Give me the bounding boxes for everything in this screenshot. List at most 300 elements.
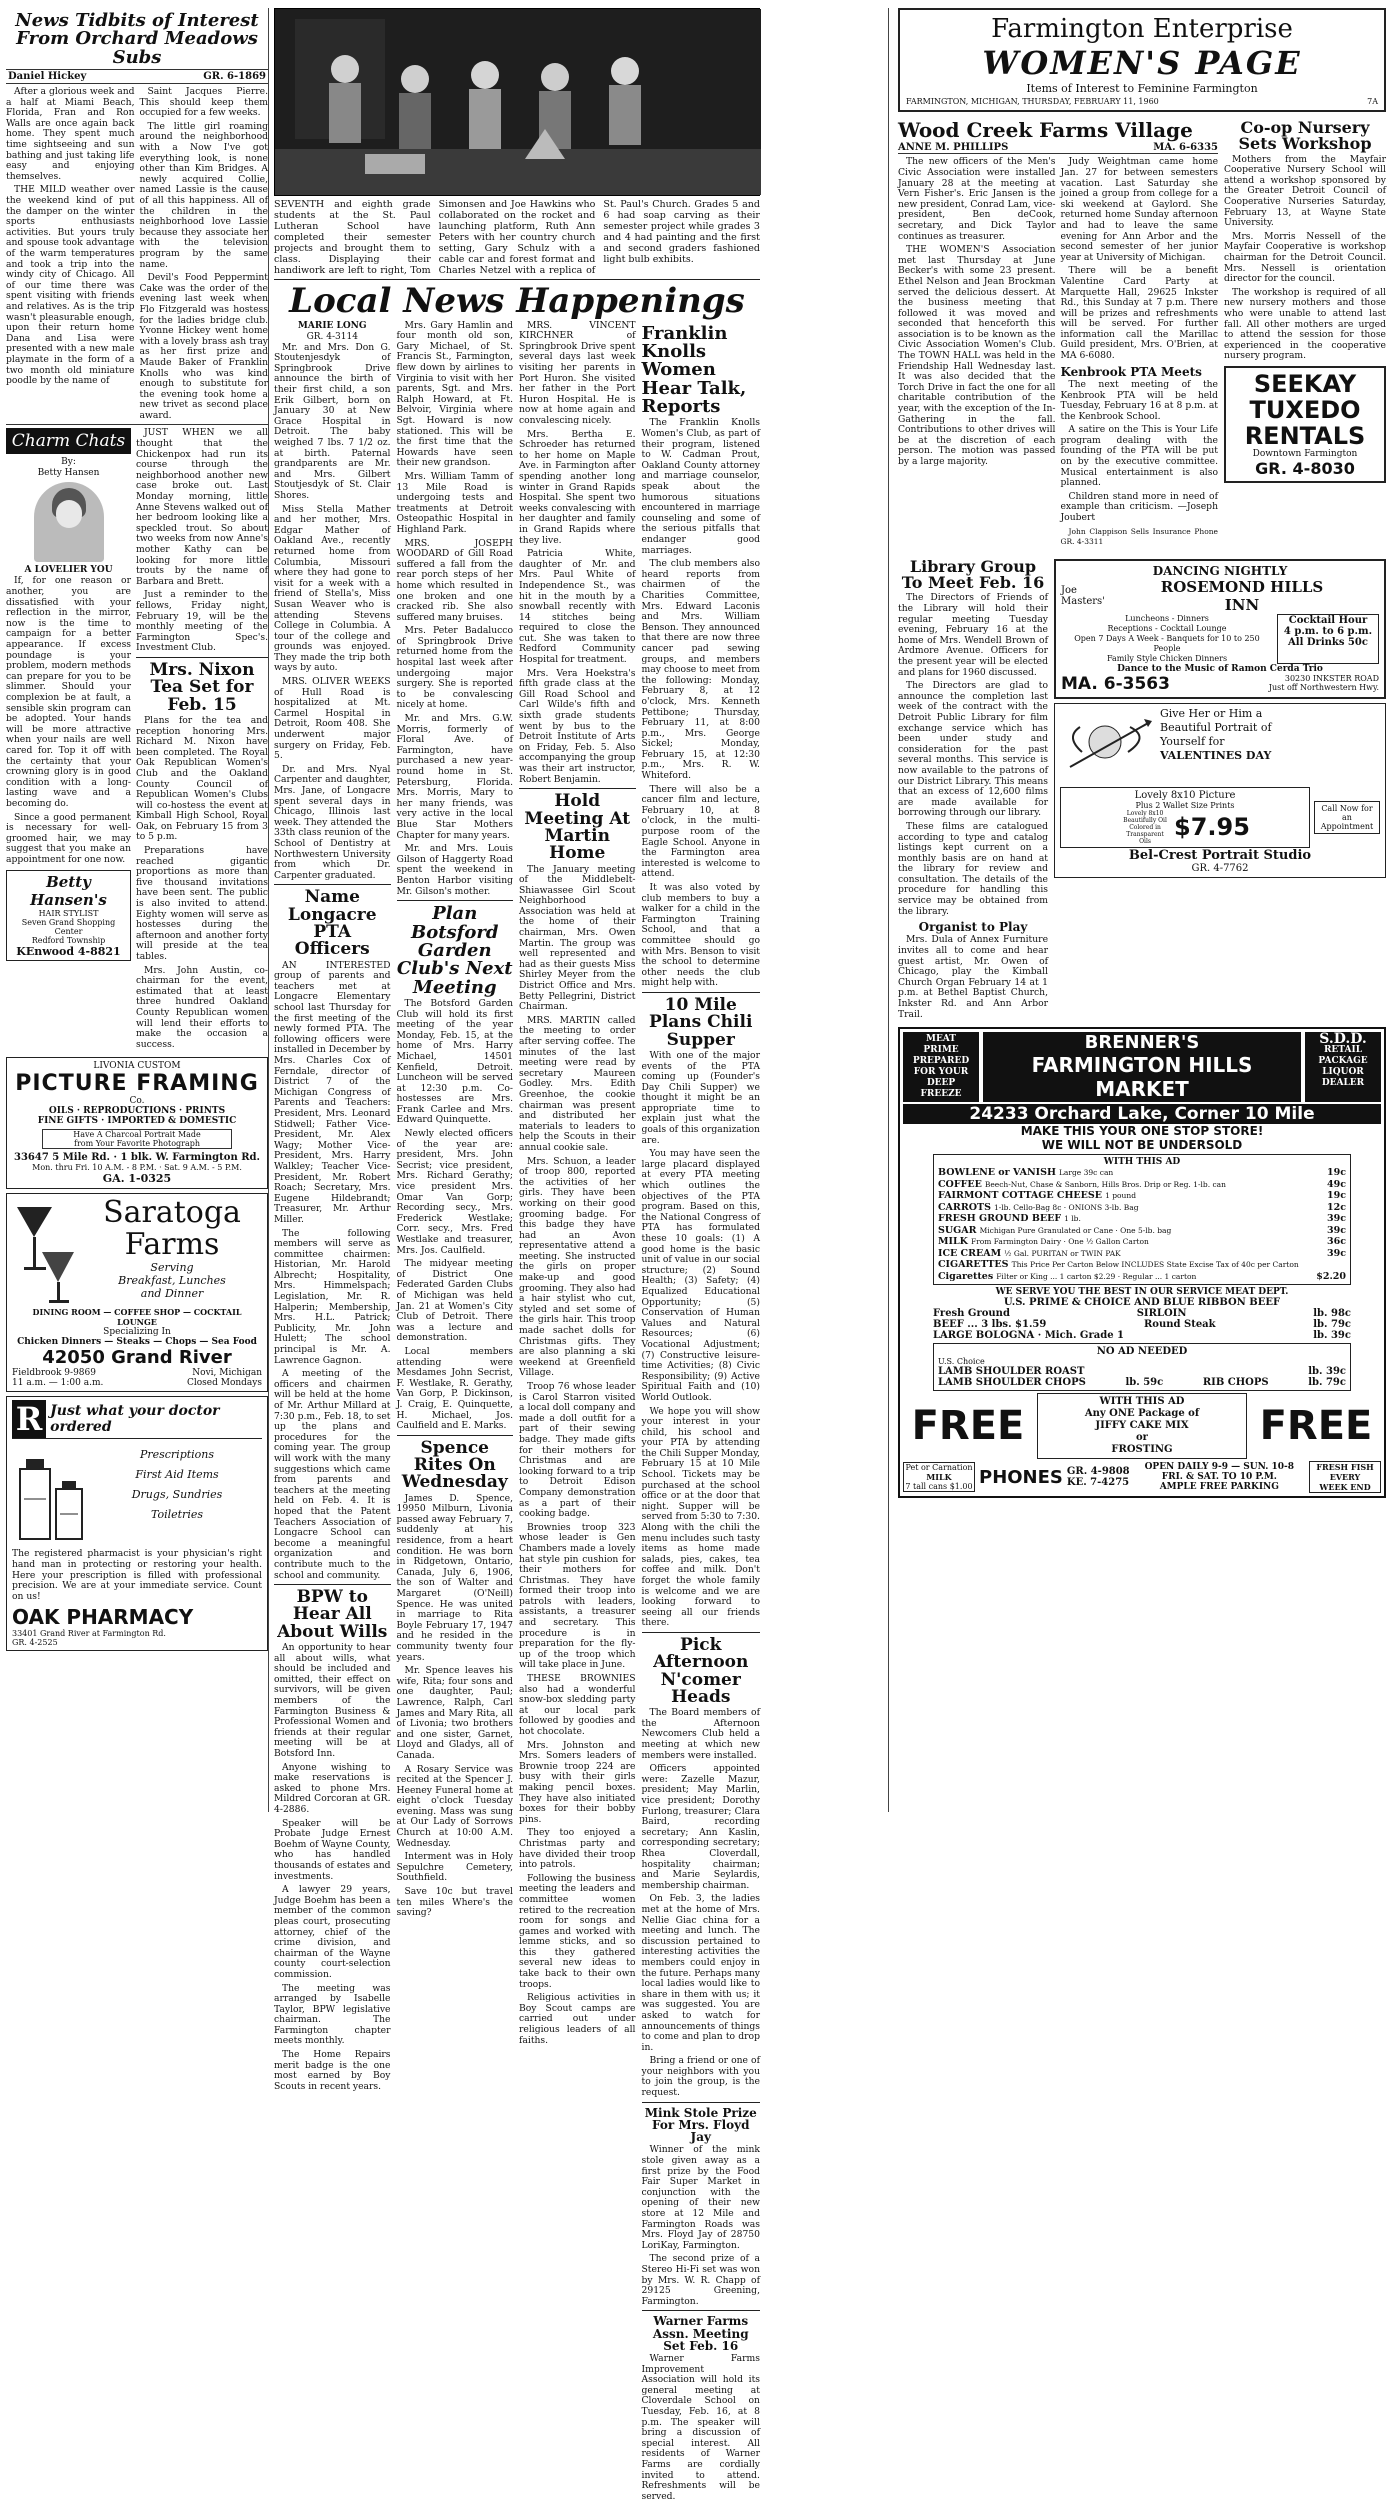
meat-a: LARGE BOLOGNA · Mich. Grade 1 xyxy=(933,1330,1124,1342)
betty-ad-phone: KEnwood 4-8821 xyxy=(16,944,121,958)
charm-by: By: xyxy=(61,457,76,468)
brenner-left1: MEAT xyxy=(925,1034,956,1045)
belcrest-price: $7.95 xyxy=(1174,813,1250,842)
brenner-withad: WITH THIS AD xyxy=(1103,1157,1181,1168)
charm-author: Betty Hansen xyxy=(37,468,100,479)
rx-symbol: R xyxy=(12,1400,46,1438)
local-p12: Mrs. Bertha E. Schroeder has returned to her home on Maple Ave. in Farmington after spending another long winter in Grand Rapids Hospital. She spent two weeks convalescing with her daughter and family in Grand Rapids where they live. xyxy=(519,428,636,546)
meat-b: SIRLOIN xyxy=(1136,1308,1187,1320)
charm-chats-title: Charm Chats xyxy=(6,428,131,454)
page-title: WOMEN'S PAGE xyxy=(982,44,1302,82)
belcrest-l2: Beautiful Portrait of xyxy=(1160,720,1272,734)
saratoga-l2: Breakfast, Lunches xyxy=(118,1274,226,1288)
grocery-item-row xyxy=(938,1236,1346,1248)
framing-hours: Mon. thru Fri. 10 A.M. - 8 P.M. · Sat. 9 A.M. - 5 P.M. xyxy=(32,1163,242,1173)
grocery-item-row xyxy=(938,1190,1346,1202)
tidbits-p3: Saint Jacques Pierre. This should keep them occupied for a few weeks. xyxy=(139,86,268,119)
grocery-item-row xyxy=(938,1167,1346,1179)
spence-headline: Spence Rites On Wednesday xyxy=(401,1437,508,1493)
rib-chops: RIB CHOPS xyxy=(1202,1377,1269,1389)
newcomers-p4: Bring a friend or one of your neighbors with you to join the group, is the request. xyxy=(641,2055,760,2099)
pharmacy-item1: Prescriptions xyxy=(139,1448,215,1462)
free-left: FREE xyxy=(911,1403,1025,1450)
masthead xyxy=(898,8,1386,112)
grocery-item-desc: 1 lb. xyxy=(1064,1214,1081,1224)
tidbits-p1: After a glorious week and a half at Miami Beach, Florida, Fran and Ron Walls are once again back home. They spent much time sightseeing and sun bathing and just taking life easy and enjoying themselves. xyxy=(6,86,135,182)
bpw-p2: Anyone wishing to make reservations is asked to phone Mrs. Mildred Corcoran at GR. 4-2886. xyxy=(274,1761,391,1815)
seekay-l3: RENTALS xyxy=(1244,421,1366,450)
rosemond-addr2: Just off Northwestern Hwy. xyxy=(1268,682,1379,692)
grocery-item-price: 12c xyxy=(1326,1201,1346,1213)
botsford-p2: Newly elected officers of the year are: president, Mrs. John Secrist; vice president, Mrs. Richard Gerathy; vice president Mrs. Omar Van Gorp; Recording secy., Mrs. Frederick Westlake; Corr. secy., Mrs. Fred Westlake and treasurer, Mrs. Jos. Caulfield. xyxy=(396,1128,513,1256)
rosemond-cock3: All Drinks 50c xyxy=(1288,636,1368,648)
woodcreek-p1: The new officers of the Men's Civic Association were installed January 28 at the meeting at Vern Fisher's. Eric Jansen is the new president, Conrad Lam, vice-president, Ben deCook, secretary, and Dick Taylor continues as treasurer. xyxy=(898,156,1056,242)
spence-p4: Interment was in Holy Sepulchre Cemetery, Southfield. xyxy=(396,1851,513,1884)
warner-headline: Warner Farms Assn. Meeting Set Feb. 16 xyxy=(652,2314,749,2353)
nixon-p2: Preparations have reached gigantic proportions as more than five thousand invitations have been sent. The public is also invited to attend. Eighty women will serve as hostesses during the afternoon and another forty will preside at the tea tables. xyxy=(136,845,268,962)
local-news-headline: Local News Happenings xyxy=(289,281,745,321)
brenner-right4: LIQUOR xyxy=(1322,1067,1364,1078)
grocery-item-name: Cigarettes xyxy=(938,1270,994,1282)
nixon-p3: Mrs. John Austin, co-chairman for the event, estimated that at least three hundred Oakland County Republican women will lend their efforts to make the occasion a success. xyxy=(136,964,268,1050)
local-p14: Mrs. Vera Hoekstra's fifth grade class at the Gill Road School and Carl Wilde's fifth and sixth grade students went by bus to the Detroit Institute of Arts on Friday, Feb. 5. Also accompanying the group was their art instructor, Robert Benjamin. xyxy=(519,667,636,785)
brenner-name2: FARMINGTON HILLS xyxy=(1031,1053,1253,1078)
newcomers-headline: Pick Afternoon N'comer Heads xyxy=(653,1634,749,1707)
dateline: FARMINGTON, MICHIGAN, THURSDAY, FEBRUARY 11, 1960 xyxy=(906,97,1159,106)
charm-chats-column xyxy=(6,428,131,1053)
meat-c: lb. 98c xyxy=(1313,1308,1351,1320)
framing-box1: Have A Charcoal Portrait Made xyxy=(73,1130,201,1140)
saratoga-closed: Closed Mondays xyxy=(186,1378,262,1389)
brenner-addr: 24233 Orchard Lake, Corner 10 Mile xyxy=(903,1104,1381,1124)
woodcreek-author: ANNE M. PHILLIPS xyxy=(898,142,1009,154)
meat-row xyxy=(933,1330,1351,1341)
betty-ad-name: Betty Hansen's xyxy=(30,872,107,909)
pharmacy-item3: Drugs, Sundries xyxy=(131,1488,223,1502)
martin-p8: They too enjoyed a Christmas party and have divided their troop into patrols. xyxy=(519,1827,636,1871)
framing-l1: LIVONIA CUSTOM xyxy=(93,1061,181,1072)
local-p10: Mr. and Mrs. Louis Gilson of Haggerty Road spent the weekend in Benton Harbor visiting Mr. Gilson's mother. xyxy=(396,843,513,897)
pharmacy-item4: Toiletries xyxy=(150,1508,203,1522)
column-rule xyxy=(888,8,889,1812)
fish-1: FRESH FISH xyxy=(1316,1462,1374,1473)
botsford-p4: Local members attending were Mesdames John Secrist, F. Westlake, R. Gerathy, Van Gorp, P. Dickinson, J. Craig, E. Quinquette, H. Michael, Jos. Caulfield and E. Marks. xyxy=(396,1345,513,1432)
pet-2: MILK xyxy=(926,1472,952,1483)
woodcreek-p3: Judy Weightman came home Jan. 27 for between semesters vacation. Last Saturday she joined a group from college for a ski weekend at Gaylord. She returned home Sunday afternoon and had to leave the same evening for Ann Arbor and the second semester of her junior year at University of Michigan. xyxy=(1060,156,1218,263)
saratoga-l1: Serving xyxy=(150,1261,194,1275)
pharmacy-phone: GR. 4-2525 xyxy=(12,1638,58,1648)
saratoga-city: Novi, Michigan xyxy=(192,1368,262,1379)
botsford-p3: The midyear meeting of District One Federated Garden Clubs of Michigan was held Jan. 21 at Women's City Club of Detroit. There was a lecture and demonstration. xyxy=(396,1258,513,1344)
lamb-roast: LAMB SHOULDER ROAST xyxy=(938,1366,1085,1378)
kenbrook-p4: John Clappison Sells Insurance Phone GR. 4-3311 xyxy=(1060,526,1218,547)
framing-l4: OILS · REPRODUCTIONS · PRINTS xyxy=(48,1106,226,1117)
tidbits-p5: Devil's Food Peppermint Cake was the order of the evening last week when Flo Fitzgerald was hostess for the ladies bridge club. Yvonne Hickey went home with a lovely brass ash tray as her first prize and Maude Baker of Franklin Knolls who was kind enough to substitute for the evening took home a new trivet as second place award. xyxy=(139,272,268,421)
rosemond-hills-ad xyxy=(1054,559,1386,699)
grocery-item-desc: Filter or King ... 1 carton $2.29 · Regular ... 1 carton xyxy=(996,1271,1197,1281)
woodcreek-p4: There will be a benefit Valentine Card Party at Marquette Hall, 29625 Inkster Rd., this Sunday at 7 p.m. There will be prizes and refreshments will be served. For further information call the Marillac Guild president, Mrs. O'Brien, at MA 6-6080. xyxy=(1060,265,1218,362)
free-f4: or xyxy=(1136,1432,1148,1444)
spence-p2: Mr. Spence leaves his wife, Rita; four sons and one daughter, Paul; Lawrence, Ralph, Carl James and Mary Rita, all of Livonia; two brothers and one sister, Garnet, Lloyd and Gladys, all of Canada. xyxy=(396,1665,513,1761)
betty-ad-addr2: Redford Township xyxy=(31,935,106,945)
knolls-headline: Franklin Knolls Women Hear Talk, Reports xyxy=(641,322,747,418)
grocery-item-name: SUGAR xyxy=(938,1224,977,1236)
rib-chops-price: lb. 79c xyxy=(1308,1377,1346,1389)
col2-sub-b xyxy=(397,321,514,2505)
phones-label: PHONES xyxy=(979,1466,1063,1488)
newcomers-p2: Officers appointed were: Zazelle Mazur, president; May Marlin, vice president; Dorothy Furlong, treasurer; Clara Baird, recording secretary; Ann Kaslin, corresponding secretary; Rhea Cloverdall, hospitality chairman; and Marie Seylardis, membership chairman. xyxy=(641,1763,760,1891)
meat-a: BEEF ... 3 lbs. $1.59 xyxy=(933,1319,1047,1331)
phone-1: GR. 4-9808 xyxy=(1066,1466,1130,1478)
spence-p5: Save 10c but travel ten miles Where's the saving? xyxy=(396,1886,513,1919)
woodcreek-phone: MA. 6-6335 xyxy=(1153,142,1218,154)
chili-p3: We hope you will show your interest in your child, his school and your PTA by attending the Chili Supper Monday, February 15 at 10 Mile School. Tickets may be purchased at the school office or at the door that night. Supper will be served from 5:30 to 7:30. Along with the chili the menu includes such tasty items as home made salads, pies, cakes, tea coffee and milk. Don't forget the whole family is welcome and we are looking forward to seeing all our friends there. xyxy=(641,1405,760,1629)
local-p6: Mrs. William Tamm of 13 Mile Road is undergoing tests and treatments at Detroit Osteopathic Hospital in Highland Park. xyxy=(396,470,513,535)
tidbits-p4: The little girl roaming around the neighborhood with a Now I've got everything look, is none other than Kim Bridges. A newly acquired Collie, named Lassie is the cause of all this happiness. All of the children in the neighborhood love Lassie because they associate her with the television program by the same name. xyxy=(139,120,268,270)
chili-p1: With one of the major events of the PTA coming up (Founder's Day Chili Supper) we thought it might be an appropriate time to explain just what the goals of this organization are. xyxy=(641,1049,760,1146)
photo-caption: SEVENTH and eighth grade students at the St. Paul Lutheran School have completed their semester projects and brought them to class. Displaying their handiwork are left to right, Tom Simonsen and Joe Hawkins who collaborated on the rocket and launching platform, Ruth Ann Peters with her country church setting, Gary Schulz with a cable car and forest format and Charles Netzel with a replica of St. Paul's Church. Grades 5 and 6 had soap carving as their semester project while grades 3 and 4 had painting and the first and second graders fashioned light bulb exhibits. xyxy=(274,199,760,276)
brenner-slogan1: MAKE THIS YOUR ONE STOP STORE! xyxy=(1020,1124,1264,1139)
seekay-l4: Downtown Farmington xyxy=(1252,448,1358,459)
grocery-item-desc: This Price Per Carton Below INCLUDES State Excise Tax of 40c per Carton xyxy=(1011,1260,1299,1270)
framing-l5: FINE GIFTS · IMPORTED & DOMESTIC xyxy=(37,1116,237,1127)
organist-headline: Organist to Play xyxy=(918,920,1028,935)
saratoga-name1: Saratoga xyxy=(103,1195,241,1231)
cupid-icon xyxy=(1060,707,1160,787)
grocery-item-name: MILK xyxy=(938,1236,968,1248)
grocery-item-desc: Large 39c can xyxy=(1058,1168,1114,1178)
pharmacy-addr: 33401 Grand River at Farmington Rd. xyxy=(12,1629,166,1639)
brenner-right5: DEALER xyxy=(1321,1078,1365,1089)
coop-p2: Mrs. Morris Nessell of the Mayfair Cooperative is workshop chairman for the Detroit Council. Mrs. Nessell is orientation director for the council. xyxy=(1224,230,1386,285)
martin-p4: Troop 76 whose leader is Carol Starron visited a local doll company and made a doll outfit for a part of their sewing badge. They made gifts for their mothers for Christmas and are looking forward to a trip to Detroit Edison Company demonstration as a part of their cooking badge. xyxy=(519,1381,636,1520)
rosemond-a4: Family Style Chicken Dinners xyxy=(1106,653,1228,663)
rosemond-cock1: Cocktail Hour xyxy=(1288,614,1368,626)
rosemond-a3: Open 7 Days A Week - Banquets for 10 to 250 People xyxy=(1074,633,1260,653)
rosemond-phone: MA. 6-3563 xyxy=(1061,673,1170,694)
chili-p2: You may have seen the large placard displayed at every PTA meeting which outlines the objectives of the PTA program. Based on this, the National Congress of PTA has formulated these 10 goals: (1) A good home is the basic unit of value in our social structure; (2) Sound Health; (3) Safety; (4) Equalized Educational Opportunity; (5) Conservation of Human Values and Natural Resources; (6) Vocational Adjustment; (7) Constructive leisure-time Activities; (8) Civic Responsibility; (9) Active Spiritual Faith and (10) World Outlook. xyxy=(641,1148,760,1403)
meat-b: Round Steak xyxy=(1143,1319,1216,1331)
local-p11: MRS. VINCENT KIRCHNER of Springbrook Drive spent several days last week visiting her parents in Port Huron. She visited her father in the Port Huron Hospital. He is now at home again and convalescing nicely. xyxy=(519,319,636,427)
local-p7: MRS. JOSEPH WOODARD of Gill Road suffered a fall from the rear porch steps of her home which resulted in one broken and one cracked rib. She also suffered many bruises. xyxy=(396,537,513,623)
grocery-item-price: 39c xyxy=(1326,1224,1346,1236)
local-p13: Patricia White, daughter of Mr. and Mrs. Paul White of Independence St., was hit in the mouth by a snowball recently with 14 stitches being required to close the cut. She was taken to Redford Community Hospital for treatment. xyxy=(519,548,636,666)
fish-2: EVERY xyxy=(1329,1472,1361,1483)
betty-hansen-ad xyxy=(6,870,131,961)
grocery-item-price: 39c xyxy=(1326,1213,1346,1225)
chili-headline: 10 Mile Plans Chili Supper xyxy=(649,994,753,1050)
grocery-item-name: CIGARETTES xyxy=(938,1259,1009,1271)
grocery-item-name: FAIRMONT COTTAGE CHEESE xyxy=(938,1190,1103,1202)
martin-headline: Hold Meeting At Martin Home xyxy=(524,791,631,864)
tidbits-author: Daniel Hickey xyxy=(8,71,87,83)
meat-a: Fresh Ground xyxy=(933,1308,1010,1320)
grocery-item-row xyxy=(938,1225,1346,1237)
bpw-p1: An opportunity to hear all about wills, what should be included and omitted, their effect on survivors, will be given members of the Farmington Business & Professional Women and friends at their regular meeting will be at Botsford Inn. xyxy=(274,1642,391,1760)
saratoga-phone: Fieldbrook 9-9869 xyxy=(12,1368,96,1379)
column-1 xyxy=(6,8,269,1812)
mink-p2: The second prize of a Stereo Hi-Fi set was won by Mrs. W. R. Chapp of 29125 Greening, Farmington. xyxy=(641,2253,760,2307)
brenner-usc: U.S. Choice xyxy=(938,1357,985,1367)
newcomers-p3: On Feb. 3, the ladies met at the home of Mrs. Nellie Giac china for a meeting and lunch. The discussion pertained to interesting activities the members could enjoy in the future. Perhaps many local ladies would like to share in them with us; it was suggested. You are asked to watch for announcements of things to come and plan to drop in. xyxy=(641,1893,760,2053)
saratoga-l6: Chicken Dinners — Steaks — Chops — Sea Food xyxy=(17,1337,257,1348)
col2-sub-c xyxy=(519,321,636,2505)
framing-l3: Co. xyxy=(129,1096,145,1107)
page-subtitle: Items of Interest to Feminine Farmington xyxy=(1026,82,1258,95)
belcrest-p2: Plus 2 Wallet Size Prints xyxy=(1135,800,1235,810)
coop-p3: The workshop is required of all new nursery mothers and those who were unable to attend last fall. All other mothers are urged to attend the session for those experienced in the cooperative nursery program. xyxy=(1224,286,1386,362)
cocktail-icon xyxy=(12,1197,82,1307)
free-f3: JIFFY CAKE MIX xyxy=(1095,1420,1189,1432)
open-3: AMPLE FREE PARKING xyxy=(1159,1482,1279,1493)
betty-ad-addr1: Seven Grand Shopping Center xyxy=(21,917,116,936)
botsford-p1: The Botsford Garden Club will hold its first meeting of the year Monday, Feb. 15, at the home of Mrs. Harry Michael, 14501 Kenfield, Detroit. Luncheon will be served at 12:30 p.m. Co-hostesses are Mrs. Frank Carlee and Mrs. Edward Quinquette. xyxy=(396,997,513,1126)
woodcreek-area xyxy=(898,116,1218,551)
warner-p1: Warner Farms Improvement Association will hold its general meeting at Cloverdale School on Tuesday, Feb. 16, at 8 p.m. The speaker will bring a discussion of special interest. All residents of Warner Farms are cordially invited to attend. Refreshments will be served. xyxy=(641,2352,760,2502)
oak-pharmacy-ad xyxy=(6,1396,268,1651)
saratoga-l5: Specializing In xyxy=(103,1327,171,1338)
pet-3: 7 tall cans $1.00 xyxy=(905,1482,973,1492)
pharmacy-bottles-icon xyxy=(12,1439,92,1549)
seekay-l1: SEEKAY xyxy=(1253,369,1357,398)
charm-p1: If, for one reason or another, you are dissatisfied with your reflection in the mirror, now is the time to campaign for a better appearance. If excess poundage is your problem, modern methods can prepare for you to be slimmer. Should your complexion be at fault, a sensible skin program can be adopted. Your hands will be more attractive when your nails are well cared for. Top it off with the certainty that your crowning glory is in good condition with a long-lasting wave and a becoming do. xyxy=(6,575,131,809)
picture-framing-ad xyxy=(6,1057,268,1189)
grocery-item-price: 19c xyxy=(1326,1190,1346,1202)
grocery-item-desc: 1 pound xyxy=(1105,1191,1136,1201)
library-p2: The Directors are glad to announce the completion last week of the contract with the Detroit Public Library for film exchange service which has been under study and consideration for the past several months. This service is now available to the patrons of our District Library. This means that an excess of 12,600 films are made available for borrowing through our library. xyxy=(898,680,1048,819)
local-p4: Dr. and Mrs. Nyal Carpenter and daughter, Mrs. Jane, of Longacre spent several days in Chicago, Illinois last week. They attended the 33th class reunion of the School of Dentistry at Northwestern University from which Dr. Carpenter graduated. xyxy=(274,763,391,881)
grocery-item-row xyxy=(938,1213,1346,1225)
tidbits-p6: JUST WHEN we all thought that the Chickenpox had run its course through the neighborhood another new case broke out. Last Monday morning, little Anne Stevens walked out of her bedroom looking like a speckled trout. So about two weeks from now Anne's mother Kathy can be looking for more little trouts by the name of Barbara and Brett. xyxy=(136,427,268,587)
tidbits-article xyxy=(6,12,268,425)
bpw-p5: The meeting was arranged by Isabelle Taylor, BPW legislative chairman. The Farmington chapter meets monthly. xyxy=(274,1982,391,2047)
local-p9: Mr. and Mrs. G.W. Morris, formerly of Floral Ave. of Farmington, have purchased a new year-round home in St. Petersburg, Florida. Mrs. Morris, Mary to her many friends, was very active in the local Blue Star Mothers Chapter for many years. xyxy=(396,713,513,841)
belcrest-l4: VALENTINES DAY xyxy=(1160,748,1272,762)
mink-p1: Winner of the mink stole given away as a first prize by the Food Fair Super Market in conjunction with the opening of their new store at 12 Mile and Farmington Roads was Mrs. Floyd Jay of 28750 LoriKay, Farmington. xyxy=(641,2144,760,2251)
rosemond-name2: INN xyxy=(1224,595,1260,614)
local-phone: GR. 4-3114 xyxy=(306,331,358,342)
bpw-p6: The Home Repairs merit badge is the one most earned by Boy Scouts in recent years. xyxy=(274,2049,391,2092)
bpw-headline: BPW to Hear All About Wills xyxy=(277,1587,388,1642)
newcomers-p1: The Board members of the Afternoon Newcomers Club held a meeting at which new members were installed. xyxy=(641,1707,760,1761)
library-p1: The Directors of Friends of the Library will hold their regular meeting Tuesday evening, February 16 at the home of Mrs. Wendell Brown of Ardmore Avenue. Officers for the present year will be elected and plans for 1960 discussed. xyxy=(898,592,1048,678)
brenner-serve1: WE SERVE YOU THE BEST IN OUR SERVICE MEAT DEPT. xyxy=(995,1287,1289,1298)
brenner-right1: S.D.D. xyxy=(1319,1031,1367,1048)
framing-addr: 33647 5 Mile Rd. · 1 blk. W. Farmington Rd. xyxy=(14,1152,260,1164)
belcrest-phone: GR. 4-7762 xyxy=(1191,862,1249,874)
brenner-slogan2: WE WILL NOT BE UNDERSOLD xyxy=(1041,1138,1243,1153)
nixon-headline: Mrs. Nixon Tea Set for Feb. 15 xyxy=(149,659,255,715)
lamb-roast-price: lb. 39c xyxy=(1308,1366,1346,1378)
library-area xyxy=(898,555,1048,1023)
seekay-tuxedo-ad xyxy=(1224,366,1386,483)
local-p2: Miss Stella Mather and her mother, Mrs. Edgar Mather of Oakland Ave., recently returned home from Columbia, Missouri where they had gone to visit for a week with a friend of Stella's, Miss Susan Weaver who is attending Stevens College in Columbia. A tour of the college and grounds was enjoyed. They made the trip both ways by auto. xyxy=(274,503,391,674)
local-author: MARIE LONG xyxy=(297,320,367,331)
brenner-left3: PREPARED xyxy=(912,1056,970,1067)
knolls-p1: The Franklin Knolls Women's Club, as part of their program, listened to W. Cadman Prout, Oakland County attorney and marriage counselor, speak about the humorous situations encountered in marriage counseling and some of the serious pitfalls that endanger good marriages. xyxy=(641,417,760,556)
longacre-p3: A meeting of the officers and chairmen will be held at the home of Mr. Arthur Millard at 7:30 p.m., Feb. 18, to set up the plans and procedures for the coming year. The group will work with the many suggestions which came from parents and teachers at the meeting held on Feb. 4. It is hoped that the Patent Teachers Association of Longacre School can become a meaningful organization and contribute much to the school and community. xyxy=(274,1368,391,1581)
pharmacy-slogan: Just what your doctor ordered xyxy=(50,1403,220,1436)
kenbrook-headline: Kenbrook PTA Meets xyxy=(1060,364,1202,379)
framing-box2: from Your Favorite Photograph xyxy=(73,1139,200,1149)
grocery-item-name: BOWLENE or VANISH xyxy=(938,1167,1056,1179)
longacre-headline: Name Longacre PTA Officers xyxy=(287,887,377,960)
brenners-market-ad xyxy=(898,1027,1386,1498)
belcrest-call: Call Now for an Appointment xyxy=(1314,801,1380,834)
martin-p2: MRS. MARTIN called the meeting to order after serving coffee. The minutes of the last meeting were read by secretary Maureen Godley. Mrs. Edith Greenhoe, the cookie chairman was present and distributed her materials to leaders to help the Scouts in their annual cookie sale. xyxy=(519,1014,636,1153)
bpw-p4: A lawyer 29 years, Judge Boehm has been a member of the common pleas court, prosecuting attorney, chief of the crime division, and chairman of the Wayne county court-selection commission. xyxy=(274,1884,391,1980)
saratoga-name2: Farms xyxy=(124,1227,220,1263)
students-photo xyxy=(274,8,760,196)
grocery-item-row xyxy=(938,1202,1346,1214)
framing-l2: PICTURE FRAMING xyxy=(15,1071,259,1097)
mink-headline: Mink Stole Prize For Mrs. Floyd Jay xyxy=(644,2105,757,2145)
grocery-item-price: 49c xyxy=(1326,1178,1346,1190)
brenner-left5: DEEP xyxy=(926,1078,956,1089)
belcrest-p1: Lovely 8x10 Picture xyxy=(1134,789,1236,801)
tidbits-p7: Just a reminder to the fellows, Friday night, February 19, will be the monthly meeting of the Farmington Spec's. Investment Club. xyxy=(136,589,268,654)
kenbrook-p3: Children stand more in need of example than criticism. —Joseph Joubert xyxy=(1060,490,1218,524)
tidbits-title-2: From Orchard Meadows Subs xyxy=(16,28,258,68)
martin-p7: Mrs. Johnston and Mrs. Somers leaders of Brownie troop 224 are busy with their girls making pencil boxes. They have also initiated boxes for their bobby pins. xyxy=(519,1739,636,1825)
brenner-right2: RETAIL xyxy=(1323,1045,1363,1056)
rosemond-joe: Joe Masters' xyxy=(1061,584,1105,607)
coop-area xyxy=(1224,116,1386,551)
lamb-chops: LAMB SHOULDER CHOPS xyxy=(938,1377,1086,1389)
grocery-item-price: 36c xyxy=(1326,1236,1346,1248)
belcrest-l1: Give Her or Him a xyxy=(1160,706,1263,720)
seekay-phone: GR. 4-8030 xyxy=(1255,458,1355,478)
organist-p1: Mrs. Dula of Annex Furniture invites all to come and hear guest artist, Mr. Owen of Chicago, play the Kimball Church Organ February 14 at 1 p.m. at Bethel Baptist Church, Inkster Rd. and Ann Arbor Trail. xyxy=(898,934,1048,1020)
free-f1: WITH THIS AD xyxy=(1099,1396,1185,1408)
knolls-p3: There will also be a cancer film and lecture, February 10, at 8 o'clock, in the multi-purpose room of the Eagle School. Anyone in the Farmington area interested is welcome to attend. xyxy=(641,783,760,880)
meat-c: lb. 39c xyxy=(1313,1330,1351,1342)
martin-p3: Mrs. Schuon, a leader of troop 800, reported the activities of her girls. They have been working on their good grooming badge. For this badge they have had an Avon representative attend a meeting. She instructed the girls on proper make-up and good grooming. They also had a hair stylist who cut, styled and set some of the girls hair. This troop made sachet dolls for Christmas gifts. They are also planning a ski weekend at Greenfield Village. xyxy=(519,1155,636,1379)
paper-name: Farmington Enterprise xyxy=(991,14,1293,44)
local-p1: Mr. and Mrs. Don G. Stoutenjesdyk of Springbrook Drive announce the birth of their first child, a son Erik Gilbert, born on January 30 at New Grace Hospital in Detroit. The baby weighed 7 lbs. 7 1/2 oz. at birth. Paternal grandparents are Mr. and Mrs. Gilbert Stoutjesdyk of St. Clair Shores. xyxy=(274,341,391,501)
column-2 xyxy=(274,8,760,2502)
brenner-left6: FREEZE xyxy=(920,1089,962,1100)
saratoga-l4: DINING ROOM — COFFEE SHOP — COCKTAIL LOUNGE xyxy=(32,1307,242,1328)
betty-ad-sub: HAIR STYLIST xyxy=(38,908,99,918)
grocery-item-desc: ½ Gal. PURITAN or TWIN PAK xyxy=(1004,1248,1121,1258)
rosemond-name1: ROSEMOND HILLS xyxy=(1160,577,1324,596)
tidbits-phone: GR. 6-1869 xyxy=(203,71,266,83)
martin-p1: The January meeting of the Middlebelt-Shiawassee Girl Scout Neighborhood Association was held at the home of their chairman, Mrs. Owen Martin. The group was well represented and had as their guests Miss Shirley Meyer from the District Office and Mrs. Betty Pellegrini, District Chairman. xyxy=(519,863,636,1013)
framing-phone: GA. 1-0325 xyxy=(102,1172,172,1186)
grocery-item-row xyxy=(938,1259,1346,1271)
brenner-serve2: U.S. PRIME & CHOICE AND BLUE RIBBON BEEF xyxy=(1003,1297,1281,1309)
free-f2: Any ONE Package of xyxy=(1084,1408,1200,1420)
grocery-item-price: 19c xyxy=(1326,1167,1346,1179)
spence-p1: James D. Spence, 19950 Milburn, Livonia passed away February 7, suddenly at his residence, from a heart condition. He was born in Ridgetown, Ontario, Canada, July 6, 1906, the son of Walter and Margaret (O'Neill) Spence. He was united in marriage to Rita Boyle February 17, 1947 and he resided in the community twenty four years. xyxy=(396,1492,513,1663)
coop-p1: Mothers from the Mayfair Cooperative Nursery School will attend a workshop sponsored by the Greater Detroit Council of Cooperative Nurseries Saturday, February 13, at Wayne State University. xyxy=(1224,153,1386,229)
martin-p10: Religious activities in Boy Scout camps are carried out under religious leaders of all faiths. xyxy=(519,1992,636,2046)
page-number: 7A xyxy=(1367,97,1378,106)
grocery-item-row xyxy=(938,1248,1346,1260)
belcrest-name: Bel-Crest Portrait Studio xyxy=(1128,847,1312,863)
saratoga-l3: and Dinner xyxy=(140,1287,204,1301)
nixon-p1: Plans for the tea and reception honoring Mrs. Richard M. Nixon have been completed. The Royal Oak Republican Women's Club and the Oakland County Council of Republican Women's Clubs will co-hostess the event at Kimball High School, Royal Oak, on February 15 from 3 to 5 p.m. xyxy=(136,714,268,843)
pharmacy-text: The registered pharmacist is your physician's right hand man in protecting or restoring your health. Here your prescription is filled with professional precision. We are at your immediate service. Count on us! xyxy=(12,1548,262,1602)
lamb-chops-price: lb. 59c xyxy=(1125,1377,1164,1389)
bel-crest-portrait-ad xyxy=(1054,703,1386,878)
grocery-item-name: ICE CREAM xyxy=(938,1247,1002,1259)
local-p8: Mrs. Peter Badalucco of Springbrook Drive returned home from the hospital last week after undergoing major surgery. She is reported to be convalescing nicely at home. xyxy=(396,625,513,711)
tidbits-title-1: News Tidbits of Interest xyxy=(15,10,259,31)
knolls-p2: The club members also heard reports from chairmen of the Charities Committee, Mrs. Edward Laconis and Mrs. William Benson. They announced that there are now three cancer pad sewing groups, and members may choose to meet from the following: Monday, February 8, at 12 o'clock, Mrs. Kenneth Pettibone; Thursday, February 11, at 8:00 p.m., Mrs. George Sickel; Monday, February 15, at 12:30 p.m., Mrs. R. W. Whiteford. xyxy=(641,558,760,782)
local-p3: MRS. OLIVER WEEKS of Hull Road is hospitalized at Mt. Carmel Hospital in Detroit, Room 408. She underwent major surgery on Friday, Feb. 5. xyxy=(274,676,391,762)
rosemond-dance: Dance to the Music of Ramon Cerda Trio xyxy=(1117,663,1323,674)
ads-right xyxy=(1054,555,1386,1023)
kenbrook-p2: A satire on the This is Your Life program dealing with the founding of the PTA will be put on by the executive committee. Musical entertainment is also planned. xyxy=(1060,424,1218,489)
grocery-item-row xyxy=(938,1179,1346,1191)
charm-headline: A LOVELIER YOU xyxy=(24,565,113,576)
grocery-items xyxy=(938,1167,1346,1282)
nixon-column xyxy=(136,428,268,1053)
tidbits-headline xyxy=(6,12,268,67)
column-4 xyxy=(898,8,1386,1812)
brenner-noad: NO AD NEEDED xyxy=(1096,1346,1188,1358)
grocery-item-name: COFFEE xyxy=(938,1178,982,1190)
longacre-p1: AN INTERESTED group of parents and teachers met at Longacre Elementary school last Thursday for the first meeting of the newly formed PTA. The following officers were installed in December by Mrs. Charles Cox of Ferndale, director of District 7 of the Michigan Congress of Parents and Teachers: President, Mrs. Leonard Stidwell; Father Vice-President, Mr. Alex Wagy; Mother Vice-President, Mrs. Harry Walkley; Teacher Vice-President, Mr. Robert Roach; Secretary, Mrs. Eugene Hildebrandt; Treasurer, Mr. Arthur Miller. xyxy=(274,959,391,1225)
grocery-item-price: $2.20 xyxy=(1316,1270,1346,1282)
meat-c: lb. 79c xyxy=(1313,1319,1351,1331)
free-f5: FROSTING xyxy=(1111,1444,1173,1456)
brenner-left2: PRIME xyxy=(923,1045,959,1056)
pharmacy-item2: First Aid Items xyxy=(135,1468,219,1482)
pet-1: Pet or Carnation xyxy=(905,1463,973,1473)
meat-items xyxy=(933,1308,1351,1341)
longacre-p2: The following members will serve as committee chairmen: Historian, Mr. Harold Albrecht; Hospitality, Mrs. Himmelspach; Legislation, Mr. R. Halperin; Membership, Mrs. H.L. Patrick; Publicity, Mr. John Hulett; The school principal is Mr. A. Lawrence Gagnon. xyxy=(274,1227,391,1366)
library-p3: These films are catalogued according to type and catalog listings kept current on a monthly basis are on hand at the library for review and consultation. The details of the procedure for handling this service may be obtained from the library. xyxy=(898,820,1048,917)
open-1: OPEN DAILY 9-9 — SUN. 10-8 xyxy=(1144,1462,1295,1473)
kenbrook-p1: The next meeting of the Kenbrook PTA will be held Tuesday, February 16 at 8 p.m. at the Kenbrook School. xyxy=(1060,378,1218,422)
spence-p3: A Rosary Service was recited at the Spencer J. Heeney Funeral home at eight o'clock Tuesday evening. Mass was sung at Our Lady of Sorrows Church at 10:00 A.M. Wednesday. xyxy=(396,1763,513,1849)
rosemond-addr1: 30230 INKSTER ROAD xyxy=(1284,673,1379,683)
martin-p5: Brownies troop 323 whose leader is Gen Chambers made a lovely hat style pin cushion for their mothers for Christmas. They have formed their troop into patrols with leaders, assistants, a treasurer and secretary. This procedure is in preparation for the fly-up of the troop which will take place in June. xyxy=(519,1521,636,1671)
open-2: FRI. & SAT. TO 10 P.M. xyxy=(1161,1472,1277,1483)
charm-p2: Since a good permanent is necessary for well-groomed hair, we may suggest that you make an appointment for one now. xyxy=(6,811,131,865)
col2-sub-a xyxy=(274,321,391,2505)
seekay-l2: TUXEDO xyxy=(1249,395,1361,424)
grocery-item-desc: From Farmington Dairy · One ½ Gallon Carton xyxy=(970,1237,1149,1247)
grocery-item-row xyxy=(938,1271,1346,1283)
grocery-item-desc: Michigan Pure Granulated or Cane · One 5-lb. bag xyxy=(979,1225,1172,1235)
library-headline: Library Group To Meet Feb. 16 xyxy=(901,556,1045,593)
author-portrait xyxy=(34,482,104,562)
rosemond-a2: Receptions - Cocktail Lounge xyxy=(1107,623,1227,633)
pharmacy-name: OAK PHARMACY xyxy=(12,1605,194,1630)
meat-row xyxy=(933,1308,1351,1319)
fish-3: WEEK END xyxy=(1319,1482,1371,1493)
rosemond-cock2: 4 p.m. to 6 p.m. xyxy=(1283,625,1373,637)
meat-row xyxy=(933,1319,1351,1330)
brenner-left4: FOR YOUR xyxy=(913,1067,969,1078)
grocery-item-price: 39c xyxy=(1326,1247,1346,1259)
woodcreek-p2: THE WOMEN'S Association met last Thursday at June Becker's with some 23 present. Ethel Nelson and Jean Brockman served the delicious dessert. At the business meeting that followed it was moved and seconded that henceforth this association is to be known as the Civic Association Women's Club. The TOWN HALL was held in the Friendship Hall Wednesday last. It was also decided that the Torch Drive in fact the one for all charitable contribution of the year, with the exception of the In-Gathering in the fall. Contributions to other drives will be at the discretion of each person. The motion was passed by a large majority. xyxy=(898,244,1056,468)
saratoga-addr: 42050 Grand River xyxy=(42,1347,232,1369)
phone-2: KE. 7-4275 xyxy=(1066,1477,1130,1489)
local-p5: Mrs. Gary Hamlin and four month old son, Gary Michael, of St. Francis St., Farmington, flew down by airlines to Virginia to visit with her parents, Sgt. and Mrs. Ralph Howard, at Ft. Belvoir, Virginia where Sgt. Howard is now stationed. This will be the first time that the Howards have seen their new grandson. xyxy=(396,319,513,469)
knolls-p4: It was also voted by club members to buy a walker for a child in the Farmington Training School, and that a committee should go with Mrs. Benson to visit the school to determine other needs the club might help with. xyxy=(641,882,760,989)
saratoga-farms-ad xyxy=(6,1193,268,1392)
brenner-right3: PACKAGE xyxy=(1318,1056,1368,1067)
belcrest-p3: Lovely 8x10 Beautifully Oil Colored in Transparent Oils xyxy=(1123,809,1167,845)
brenner-name1: BRENNER'S xyxy=(1084,1032,1200,1054)
martin-p6: THESE BROWNIES also had a wonderful snow-box sledding party at our local park followed by goodies and hot chocolate. xyxy=(519,1673,636,1738)
bpw-p3: Speaker will be Probate Judge Ernest Boehm of Wayne County, who has handled thousands of estates and investments. xyxy=(274,1817,391,1882)
